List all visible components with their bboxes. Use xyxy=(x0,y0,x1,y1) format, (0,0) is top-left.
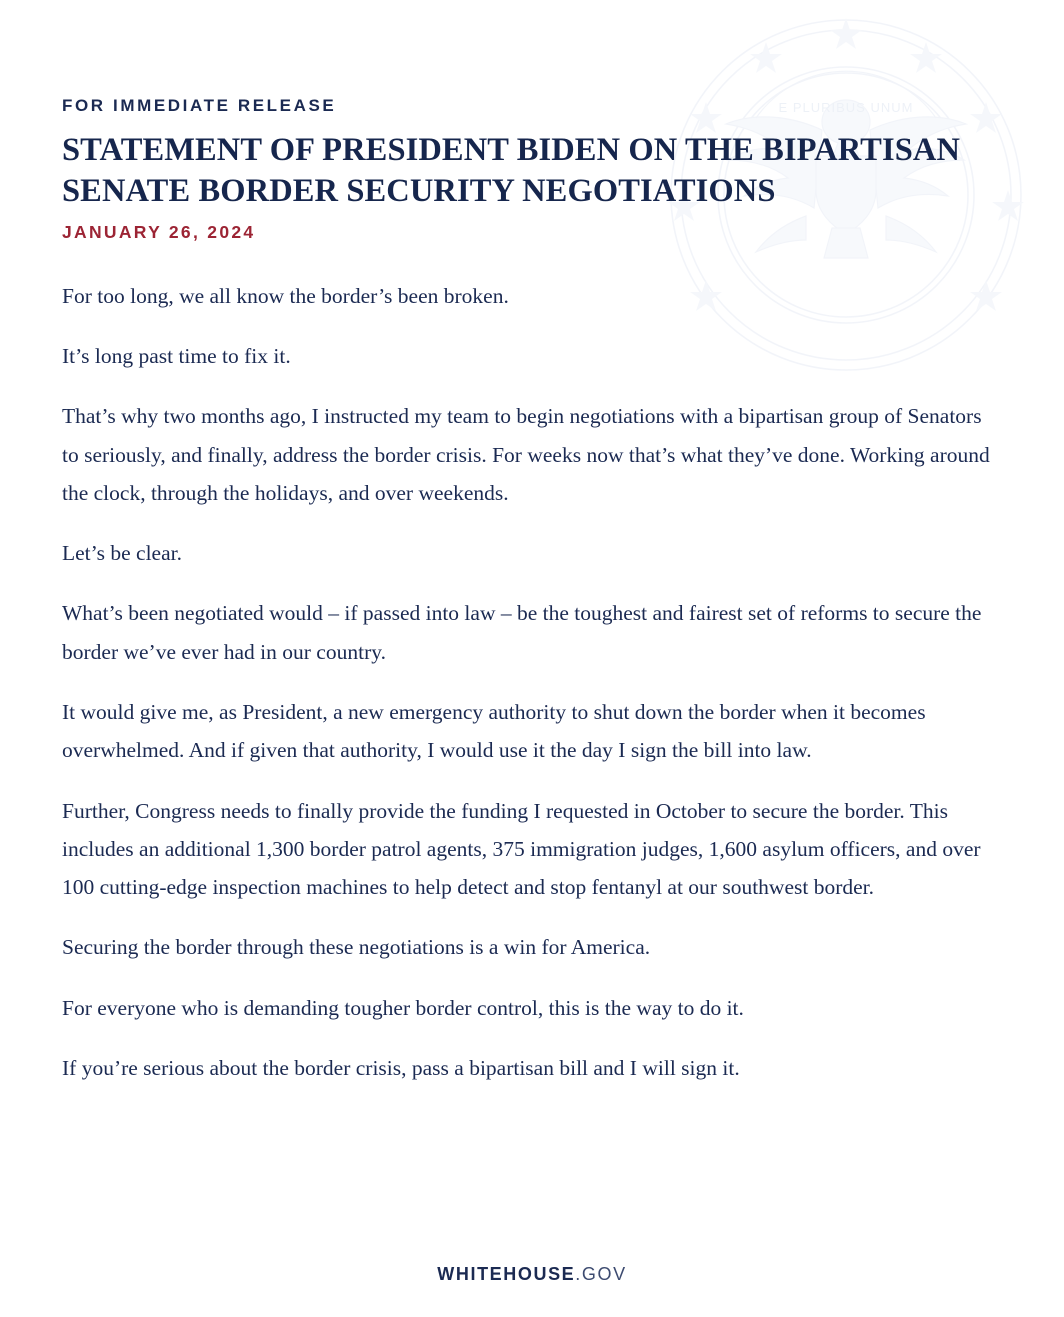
paragraph: If you’re serious about the border crisis, pass a bipartisan bill and I will sign it. xyxy=(62,1055,740,1080)
paragraph: It’s long past time to fix it. xyxy=(62,344,291,369)
release-eyebrow: FOR IMMEDIATE RELEASE xyxy=(62,96,337,115)
paragraph: For everyone who is demanding tougher border control, this is the way to do it. xyxy=(62,995,744,1020)
paragraph: Securing the border through these negotiations is a win for America. xyxy=(62,935,651,960)
paragraph: For too long, we all know the border’s been broken. xyxy=(62,283,509,308)
page-footer xyxy=(0,1264,1064,1285)
paragraph: What’s been negotiated would – if passed into law – be the toughest and fairest set of reforms to secure the border we’ve ever had in our country. xyxy=(62,601,982,664)
page-title: STATEMENT OF PRESIDENT BIDEN ON THE BIPARTISAN SENATE BORDER SECURITY NEGOTIATIONS xyxy=(62,132,961,209)
paragraph: Further, Congress needs to finally provide the funding I requested in October to secure the border. This includes an additional 1,300 border patrol agents, 375 immigration judges, 1,600 asylum officers, and over 100 cutting-edge inspection machines to help detect and stop fentanyl at our southwest border. xyxy=(62,798,981,900)
whitehouse-gov-wordmark xyxy=(0,1264,1064,1285)
paragraph: That’s why two months ago, I instructed my team to begin negotiations with a bipartisan group of Senators to seriously, and finally, address the border crisis. For weeks now that’s what they’ve done. Working around the clock, through the holidays, and over weekends. xyxy=(62,404,990,505)
release-dateline: JANUARY 26, 2024 xyxy=(62,221,256,242)
statement-body xyxy=(60,277,996,1087)
paragraph: Let’s be clear. xyxy=(62,541,182,566)
paragraph: It would give me, as President, a new emergency authority to shut down the border when it becomes overwhelmed. And if given that authority, I would use it the day I sign the bill into law. xyxy=(62,700,926,763)
seal-motto-text: E PLURIBUS UNUM xyxy=(778,100,914,115)
footer-brand: WHITEHOUSE xyxy=(437,1264,576,1284)
footer-tld: .GOV xyxy=(575,1264,627,1284)
